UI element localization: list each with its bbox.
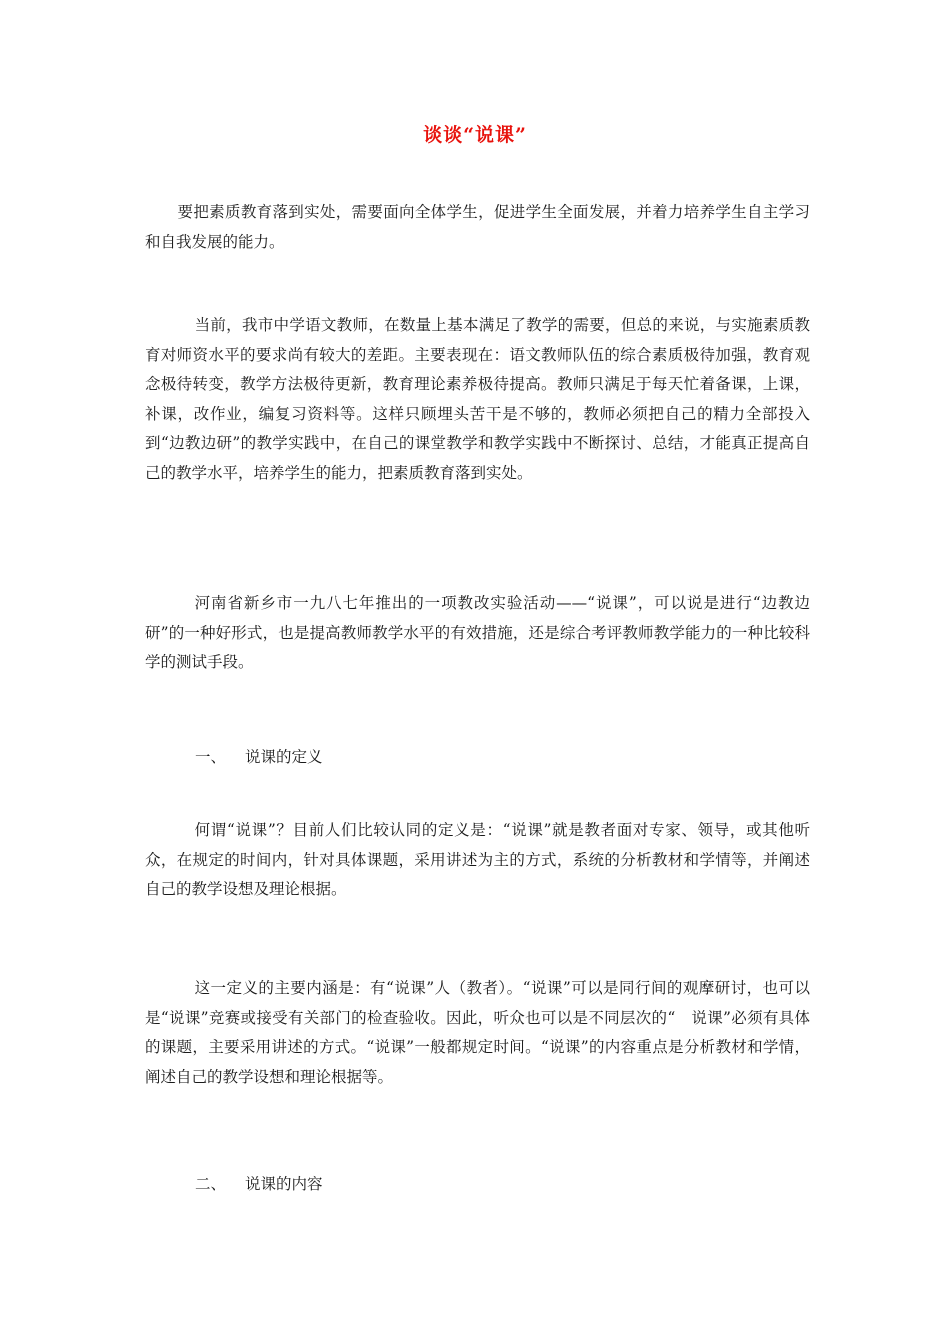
section-heading-definition bbox=[195, 743, 323, 773]
paragraph-origin: 河南省新乡市一九八七年推出的一项教改实验活动——“说课”，可以说是进行“边教边研”的一种好形式，也是提高教师教学水平的有效措施，还是综合考评教师教学能力的一种比较科学的测试手段。 bbox=[145, 594, 810, 671]
section-number: 一、 bbox=[195, 748, 227, 766]
document-title: 谈谈“说课” bbox=[423, 124, 527, 146]
paragraph-current-situation: 当前，我市中学语文教师，在数量上基本满足了教学的需要，但总的来说，与实施素质教育对师资水平的要求尚有较大的差距。主要表现在：语文教师队伍的综合素质极待加强，教育观念极待转变，教学方法极待更新，教育理论素养极待提高。教师只满足于每天忙着备课，上课，补课，改作业，编复习资料等。这样只顾埋头苦干是不够的，教师必须把自己的精力全部投入到“边教边研”的教学实践中，在自己的课堂教学和教学实践中不断探讨、总结，才能真正提高自己的教学水平，培养学生的能力，把素质教育落到实处。 bbox=[145, 316, 810, 482]
section-title: 说课的定义 bbox=[245, 748, 323, 766]
section-heading-content bbox=[195, 1170, 323, 1200]
section-number: 二、 bbox=[195, 1175, 227, 1193]
paragraph-connotation: 这一定义的主要内涵是：有“说课”人（教者）。“说课”可以是同行间的观摩研讨，也可以是“说课”竞赛或接受有关部门的检查验收。因此，听众也可以是不同层次的“ 说课”必须有具体的课题，主要采用讲述的方式。“说课”一般都规定时间。“说课”的内容重点是分析教材和学情，阐述自己的教学设想和理论根据等。 bbox=[145, 979, 810, 1086]
section-title: 说课的内容 bbox=[245, 1175, 323, 1193]
paragraph-intro: 要把素质教育落到实处，需要面向全体学生，促进学生全面发展，并着力培养学生自主学习和自我发展的能力。 bbox=[145, 203, 810, 251]
paragraph-definition: 何谓“说课”？目前人们比较认同的定义是：“说课”就是教者面对专家、领导，或其他听众，在规定的时间内，针对具体课题，采用讲述为主的方式，系统的分析教材和学情等，并阐述自己的教学设想及理论根据。 bbox=[145, 821, 810, 898]
